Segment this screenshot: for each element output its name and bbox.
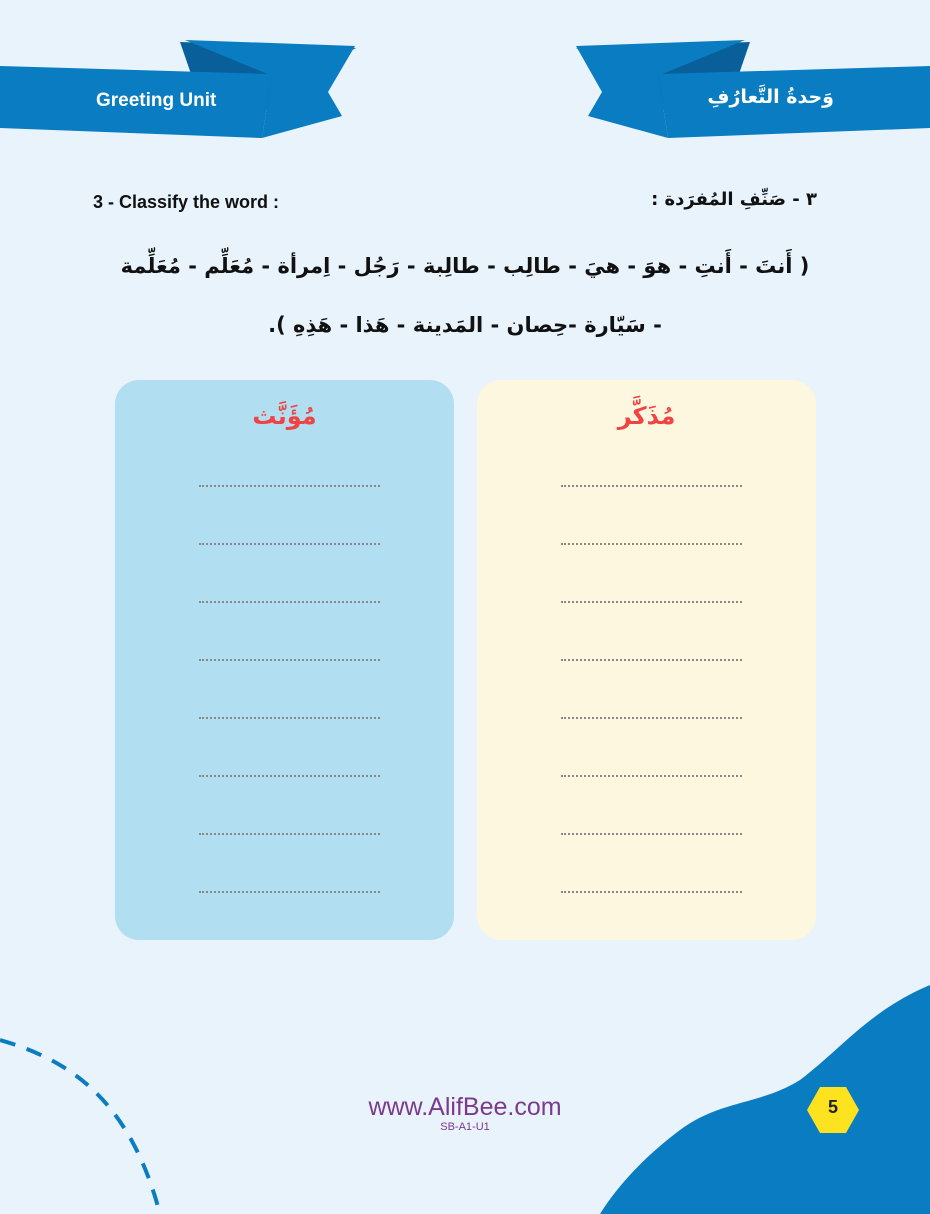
feminine-title: مُؤَنَّث [252,402,317,430]
unit-label-arabic: وَحدةُ التَّعارُفِ [707,86,834,108]
left-ribbon [0,40,356,138]
answer-line[interactable] [561,891,742,893]
document-code: SB-A1-U1 [440,1121,490,1133]
unit-label-english: Greeting Unit [96,90,217,111]
answer-line[interactable] [561,717,742,719]
answer-line[interactable] [561,833,742,835]
answer-line[interactable] [561,775,742,777]
word-bank-line-1: ( أَنتَ - أَنتِ - هوَ - هيَ - طالِب - طالِبة - رَجُل - اِمرأة - مُعَلِّم - مُعَلِّمة [120,254,810,278]
answer-line[interactable] [199,717,380,719]
instruction-arabic: ٣ - صَنِّفِ المُفرَدة : [651,189,817,210]
website-link[interactable]: www.AlifBee.com [368,1093,562,1121]
answer-line[interactable] [199,659,380,661]
answer-line[interactable] [561,543,742,545]
answer-line[interactable] [561,601,742,603]
answer-line[interactable] [199,833,380,835]
instruction-english: 3 - Classify the word : [93,192,280,212]
answer-line[interactable] [199,543,380,545]
page-number: 5 [827,1097,838,1117]
masculine-column [477,380,816,940]
masculine-title: مُذَكَّر [617,402,676,430]
answer-line[interactable] [199,601,380,603]
answer-line[interactable] [199,891,380,893]
word-bank-line-2: - سَيّارة -حِصان - المَدينة - هَذا - هَذِهِ ). [268,313,662,337]
answer-line[interactable] [199,485,380,487]
answer-line[interactable] [561,659,742,661]
answer-line[interactable] [561,485,742,487]
feminine-column [115,380,454,940]
answer-line[interactable] [199,775,380,777]
